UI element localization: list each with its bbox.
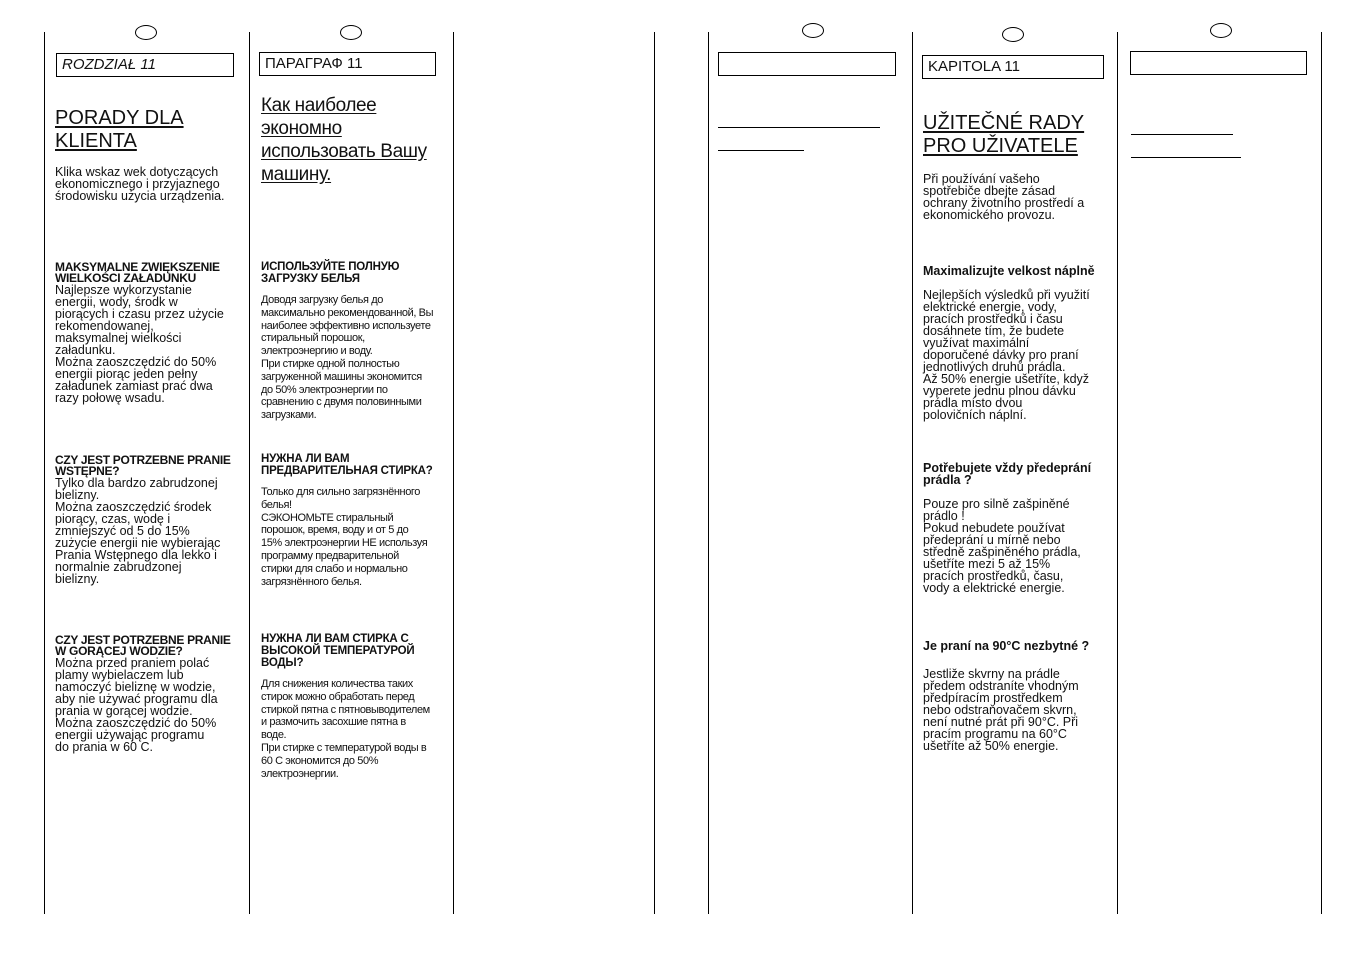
- czech-section: [923, 640, 1111, 752]
- chapter-label-empty: [1130, 51, 1307, 75]
- czech-section: [923, 462, 1111, 594]
- section-heading: НУЖНА ЛИ ВАМ ПРЕДВАРИТЕЛЬНАЯ СТИРКА?: [261, 453, 433, 477]
- polish-section: [55, 262, 245, 404]
- column-divider: [1117, 32, 1118, 914]
- russian-section: [261, 633, 446, 780]
- chapter-label-czech: KAPITOLA 11: [922, 55, 1104, 79]
- language-marker-icon: [1002, 27, 1024, 42]
- section-heading: НУЖНА ЛИ ВАМ СТИРКА С ВЫСОКОЙ ТЕМПЕРАТУРОЙ ВОДЫ?: [261, 633, 415, 669]
- section-body: Только для сильно загрязнённого белья! СЭКОНОМЬТЕ стиральный порошок, время, воду и от 5 до 15% электроэнергии НЕ используя программу предварительной стирки для слабо и нормально загрязнённого белья.: [261, 486, 428, 588]
- column-divider: [1321, 32, 1322, 914]
- section-body: Można przed praniem polać plamy wybielaczem lub namoczyć bieliznę w wodzie, aby nie używać programu dla prania w gorącej wodzie. Można zaoszczędzić do 50% energii używając programu do prania w 60 C.: [55, 656, 218, 754]
- column-divider: [912, 32, 913, 914]
- column-divider: [453, 32, 454, 914]
- column-divider: [44, 32, 45, 914]
- blank-title-line: [1131, 134, 1233, 135]
- section-heading: ИСПОЛЬЗУЙТЕ ПОЛНУЮ ЗАГРУЗКУ БЕЛЬЯ: [261, 261, 400, 285]
- russian-section: [261, 453, 446, 588]
- blank-title-line: [718, 127, 880, 128]
- czech-section: [923, 265, 1111, 421]
- czech-intro: Při používání vašeho spotřebiče dbejte zásad ochrany životního prostředí a ekonomického provozu.: [923, 172, 1085, 222]
- section-heading: Potřebujete vždy předeprání prádla ?: [923, 461, 1092, 487]
- section-body: Pouze pro silně zašpiněné prádlo ! Pokud nebudete používat předeprání u mírně nebo středně zašpiněného prádla, ušetříte mezi 5 až 15% pracích prostředků, času, vody a elektrické energie.: [923, 497, 1081, 595]
- polish-title: PORADY DLA KLIENTA: [55, 107, 184, 152]
- blank-title-line: [1131, 157, 1241, 158]
- column-divider: [249, 32, 250, 914]
- section-heading: MAKSYMALNE ZWIĘKSZENIE WIELKOŚCI ZAŁADUNKU: [55, 260, 220, 285]
- language-marker-icon: [340, 25, 362, 40]
- section-body: Для снижения количества таких стирок можно обработать перед стиркой пятна с пятновыводителем и размочить засохшие пятна в воде. При стирке с температурой воды в 60 С экономится до 50% электроэнергии.: [261, 678, 430, 780]
- section-heading: CZY JEST POTRZEBNE PRANIE W GORĄCEJ WODZIE?: [55, 633, 231, 658]
- polish-section: [55, 635, 245, 753]
- section-body: Najlepsze wykorzystanie energii, wody, środk w piorących i czasu przez użycie rekomendowanej, maksymalnej wielkości załadunku. Można zaoszczędzić do 50% energii piorąc jeden pełny załadunek zamiast prać dwa razy połowę wsadu.: [55, 283, 224, 405]
- chapter-label-empty: [718, 52, 896, 76]
- section-body: Nejlepších výsledků při využití elektrické energie, vody, pracích prostředků i času dosáhnete tím, že budete využívat maximální doporučené dávky pro praní jednotlivých druhů prádla. Až 50% energie ušetříte, když vyperete jednu plnou dávku prádla místo dvou polovičních náplní.: [923, 288, 1090, 422]
- blank-title-line: [718, 150, 804, 151]
- section-heading: Maximalizujte velkost náplně: [923, 264, 1095, 278]
- chapter-label-russian: ПАРАГРАФ 11: [259, 52, 436, 76]
- chapter-label-polish: ROZDZIAŁ 11: [56, 53, 234, 77]
- section-body: Jestliže skvrny na prádle předem odstraníte vhodným předpíracím prostředkem nebo odstraňovačem skvrn, není nutné prát při 90°C. Při pracím programu na 60°C ušetříte až 50% energie.: [923, 667, 1079, 753]
- section-heading: Je praní na 90°C nezbytné ?: [923, 639, 1090, 653]
- polish-section: [55, 455, 245, 585]
- language-marker-icon: [1210, 23, 1232, 38]
- section-heading: CZY JEST POTRZEBNE PRANIE WSTĘPNE?: [55, 453, 231, 478]
- polish-intro: Klika wskaz wek dotyczących ekonomicznego i przyjaznego środowisku użycia urządzenia.: [55, 165, 225, 203]
- section-body: Доводя загрузку белья до максимально рекомендованной, Вы наиболее эффективно используете стиральный порошок, электроэнергию и воду. При стирке одной полностью загруженной машины экономится до 50% электроэнергии по сравнению с двумя половинными загрузками.: [261, 294, 434, 422]
- section-body: Tylko dla bardzo zabrudzonej bielizny. Można zaoszczędzić środek piorący, czas, wodę i zmniejszyć od 5 do 15% zużycie energii nie wybierając Prania Wstępnego dla lekko i normalnie zabrudzonej bielizny.: [55, 476, 221, 586]
- language-marker-icon: [802, 23, 824, 38]
- czech-title: UŽITEČNÉ RADY PRO UŽIVATELE: [923, 112, 1085, 157]
- russian-title: Как наиболее экономно использовать Вашу машину.: [261, 95, 427, 185]
- russian-section: [261, 261, 446, 422]
- language-marker-icon: [135, 25, 157, 40]
- column-divider: [654, 32, 655, 914]
- column-divider: [708, 32, 709, 914]
